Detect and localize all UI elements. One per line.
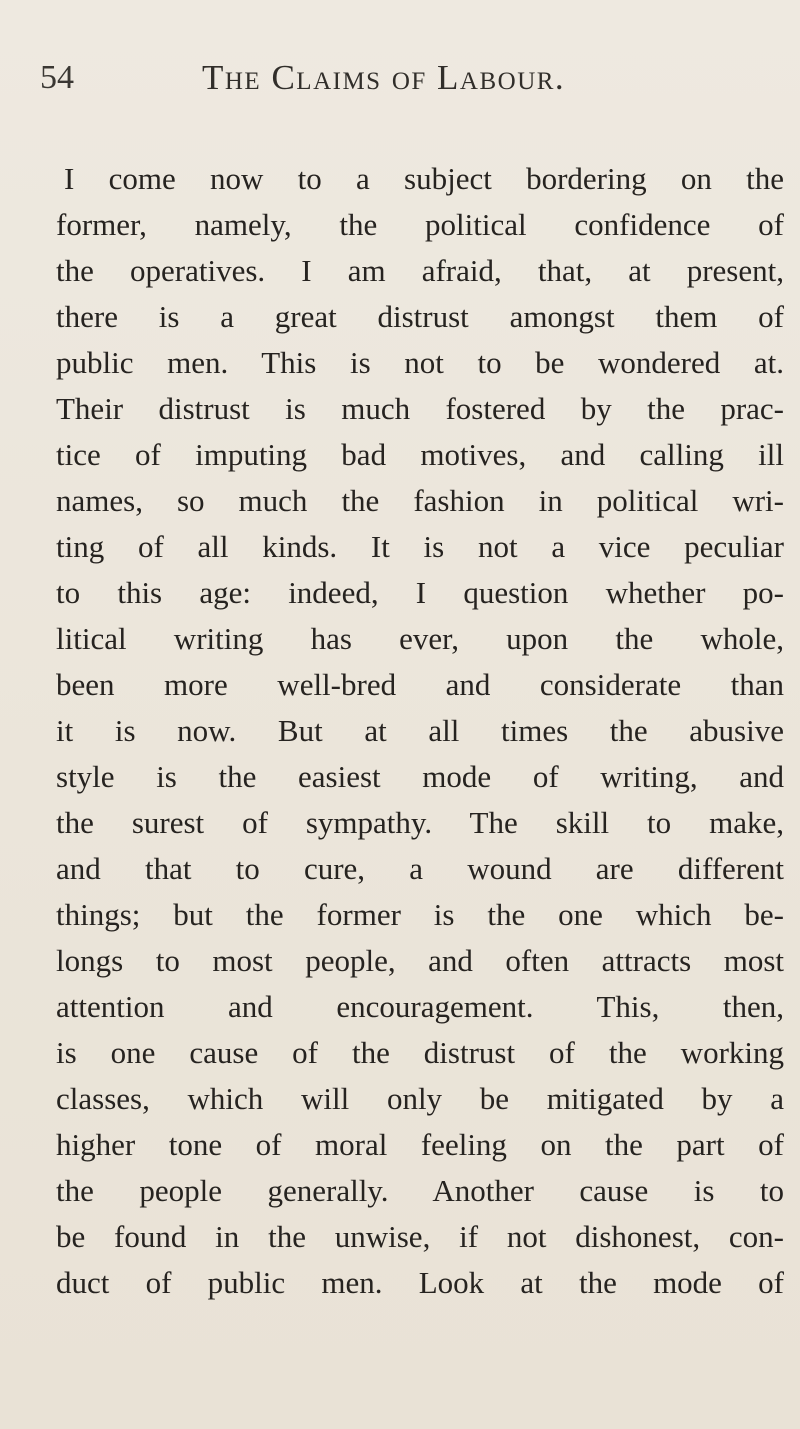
text-line: names, so much the fashion in political wri-: [56, 483, 784, 518]
text-line: things; but the former is the one which be-: [56, 897, 784, 932]
text-line: classes, which will only be mitigated by a: [56, 1081, 784, 1116]
running-head: [40, 58, 780, 118]
text-line: be found in the unwise, if not dishonest, con-: [56, 1219, 784, 1254]
body-text: [56, 156, 784, 1306]
running-title: The Claims of Labour.: [202, 58, 566, 97]
text-line: is one cause of the distrust of the working: [56, 1035, 784, 1070]
text-line: litical writing has ever, upon the whole,: [56, 621, 784, 656]
text-line: the people generally. Another cause is to: [56, 1173, 784, 1208]
text-line: higher tone of moral feeling on the part of: [56, 1127, 784, 1162]
text-line: duct of public men. Look at the mode of: [56, 1265, 784, 1300]
text-line: I come now to a subject bordering on the: [64, 161, 784, 196]
text-line: style is the easiest mode of writing, and: [56, 759, 784, 794]
text-line: former, namely, the political confidence of: [56, 207, 784, 242]
text-line: there is a great distrust amongst them of: [56, 299, 784, 334]
text-line: the surest of sympathy. The skill to make,: [56, 805, 784, 840]
text-line: longs to most people, and often attracts most: [56, 943, 784, 978]
text-line: been more well-bred and considerate than: [56, 667, 784, 702]
page-number: 54: [40, 59, 74, 96]
text-line: it is now. But at all times the abusive: [56, 713, 784, 748]
text-line: the operatives. I am afraid, that, at present,: [56, 253, 784, 288]
text-line: ting of all kinds. It is not a vice peculiar: [56, 529, 784, 564]
text-line: and that to cure, a wound are different: [56, 851, 784, 886]
text-line: Their distrust is much fostered by the prac-: [56, 391, 784, 426]
text-line: public men. This is not to be wondered at.: [56, 345, 784, 380]
text-line: attention and encouragement. This, then,: [56, 989, 784, 1024]
text-line: tice of imputing bad motives, and calling ill: [56, 437, 784, 472]
text-line: to this age: indeed, I question whether po-: [56, 575, 784, 610]
